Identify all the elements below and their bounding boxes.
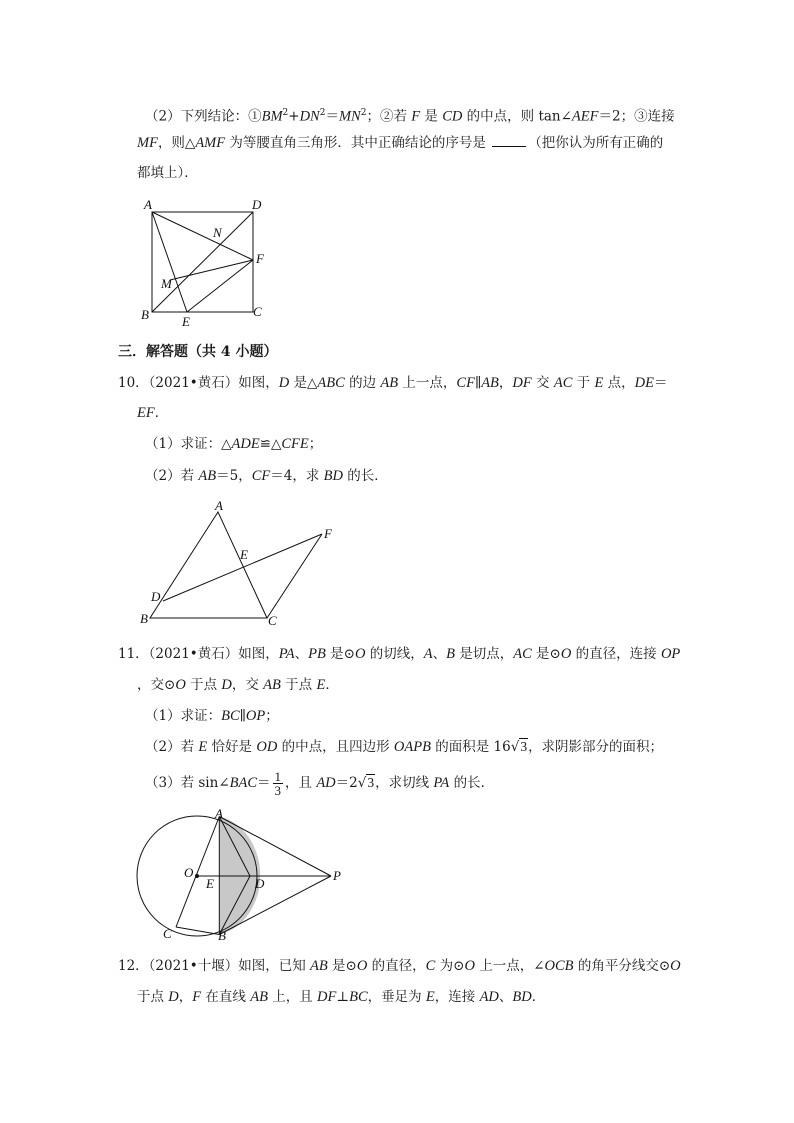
chord-cb	[176, 927, 219, 935]
sqrt-3: √3	[510, 739, 528, 755]
q9-part2-line2: MF，则△AMF 为等腰直角三角形．其中正确结论的序号是 （把你认为所有正确的	[137, 135, 664, 151]
q10-line1: 10．（2021•黄石）如图，D 是△ABC 的边 AB 上一点，CF∥AB，DF 交 AC 于 E 点，DE＝	[118, 375, 668, 391]
q11-part1: （1）求证：BC∥OP；	[145, 708, 279, 724]
label-e: E	[240, 547, 248, 562]
label-b: B	[141, 307, 149, 322]
q12-line2: 于点 D，F 在直线 AB 上，且 DF⊥BC，垂足为 E，连接 AD、BD．	[137, 989, 546, 1005]
label-e: E	[182, 314, 190, 329]
label-p: P	[333, 868, 341, 883]
label-n: N	[213, 225, 222, 240]
label-d: D	[252, 197, 262, 212]
segment-ae	[152, 212, 187, 312]
q11-circle-figure	[135, 806, 355, 946]
section-heading: 三．解答题（共 4 小题）	[118, 344, 278, 360]
q11-part2: （2）若 E 恰好是 OD 的中点，且四边形 OAPB 的面积是 16√3，求阴影部分的面积；	[145, 739, 664, 755]
label-c: C	[268, 613, 277, 628]
q12-line1: 12．（2021•十堰）如图，已知 AB 是⊙O 的直径，C 为⊙O 上一点，∠OCB 的角平分线交⊙O	[118, 958, 681, 974]
label-c: C	[163, 926, 172, 941]
q9-square-figure	[135, 195, 275, 330]
q11-line1: 11．（2021•黄石）如图，PA、PB 是⊙O 的切线，A、B 是切点，AC 是⊙O 的直径，连接 OP	[118, 646, 681, 662]
center-dot	[195, 874, 199, 878]
answer-blank	[492, 134, 526, 147]
label-f: F	[256, 251, 264, 266]
label-m: M	[161, 276, 172, 291]
q9-part2-line3: 都填上）．	[137, 165, 198, 181]
segment-df	[163, 534, 322, 601]
q10-triangle-figure	[135, 498, 345, 630]
label-f: F	[324, 526, 332, 541]
q10-part2: （2）若 AB＝5，CF＝4，求 BD 的长．	[145, 468, 388, 484]
label-a: A	[144, 197, 152, 212]
label-d: D	[255, 876, 265, 891]
label-a: A	[215, 498, 223, 513]
sqrt-3: √3	[357, 775, 375, 791]
diagonal-bd	[152, 212, 253, 312]
q11-line2: ，交⊙O 于点 D，交 AB 于点 E．	[137, 677, 339, 693]
diameter-ac	[176, 817, 219, 928]
segment-cf	[267, 534, 322, 618]
q9-part2-line1: （2）下列结论：$①BM^2+DN^2=MN^2$；②若 F 是 CD 的中点，则 tan∠AEF＝2；③连接	[145, 108, 675, 125]
q11-part3: （3）若 sin∠BAC＝ $\frac{1}{3}$ ，且 AD＝2√3，求切线 PA 的长．	[145, 769, 495, 798]
label-a: A	[215, 806, 223, 821]
label-b: B	[218, 928, 226, 943]
label-e: E	[206, 876, 214, 891]
label-c: C	[253, 304, 262, 319]
q10-part1: （1）求证：△ADE≌△CFE；	[145, 436, 323, 452]
label-d: D	[151, 589, 161, 604]
label-o: O	[184, 865, 194, 880]
q10-line2: EF．	[137, 405, 169, 421]
segment-af	[152, 212, 253, 260]
fraction-one-third: $\frac{1}{3}$	[274, 769, 282, 798]
label-b: B	[140, 611, 148, 626]
